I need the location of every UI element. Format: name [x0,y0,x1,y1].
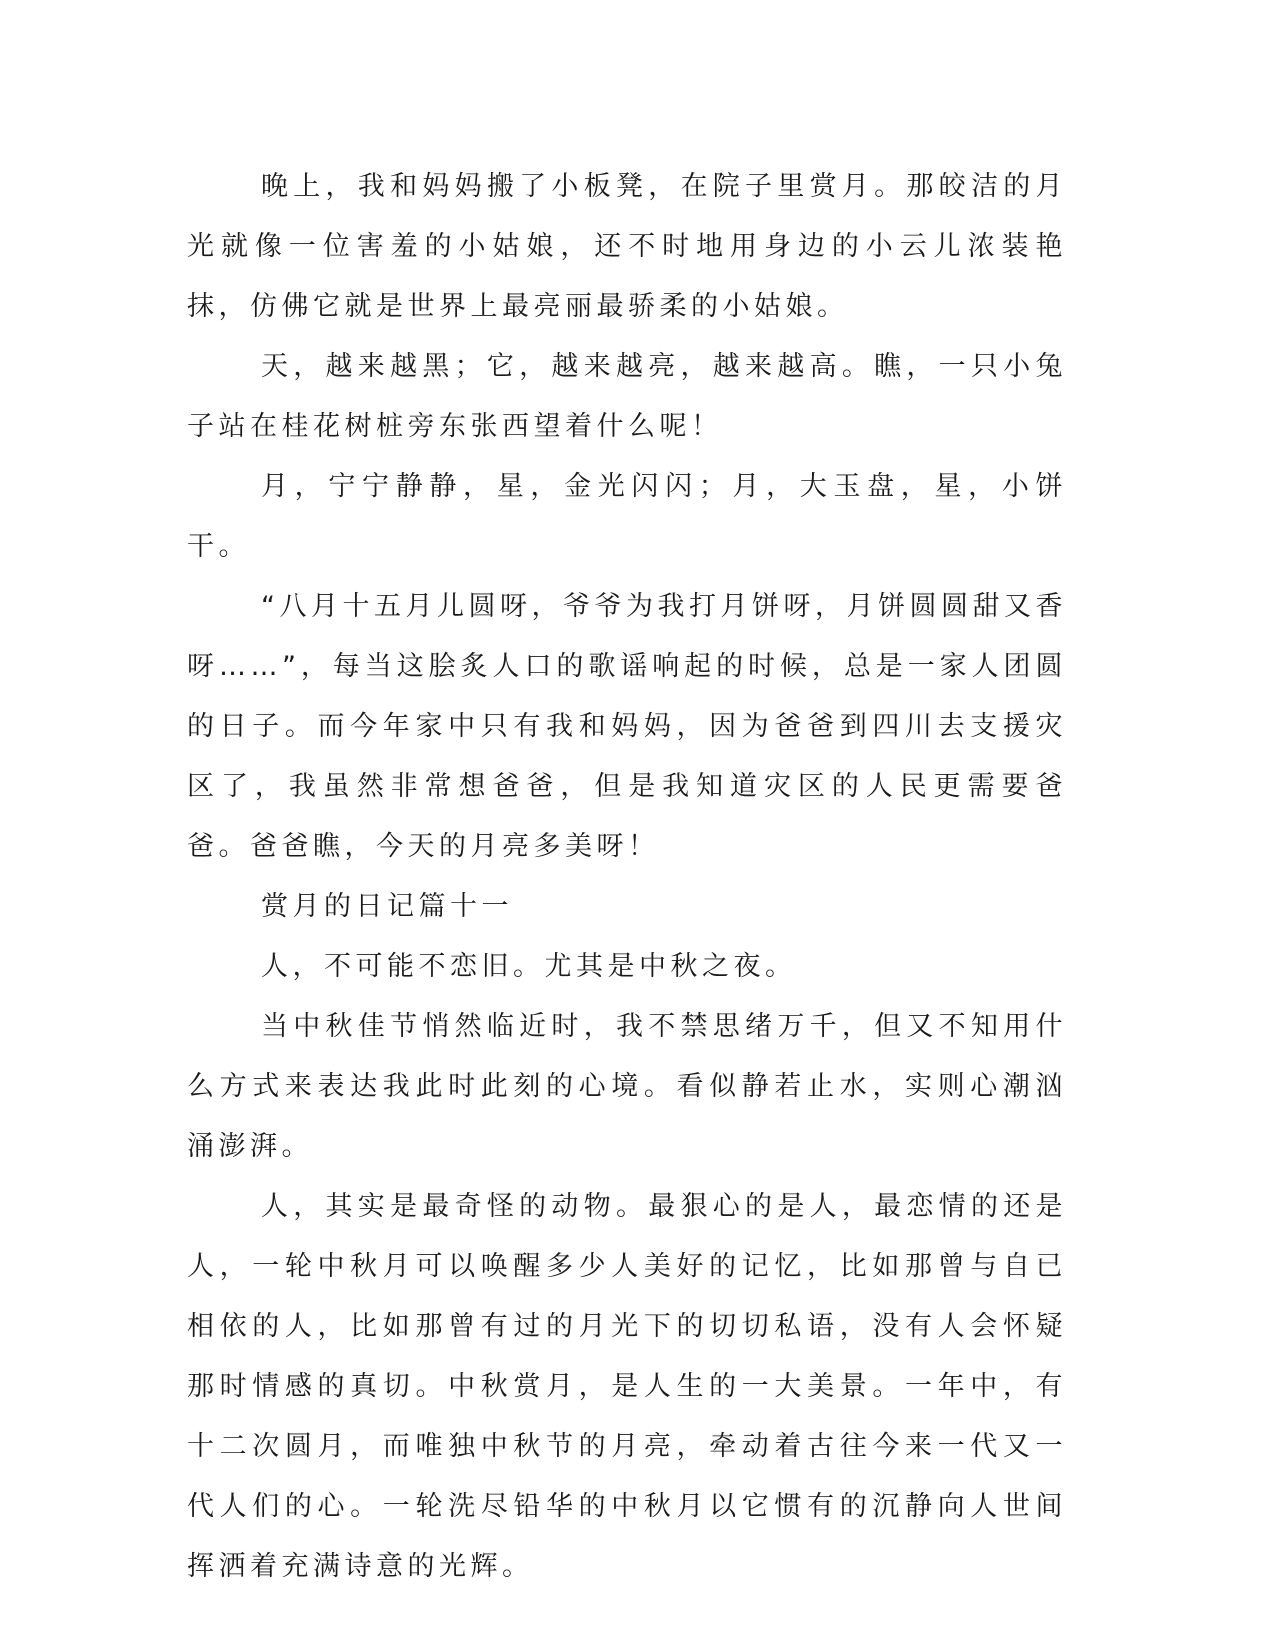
paragraph: 晚上，我和妈妈搬了小板凳，在院子里赏月。那皎洁的月光就像一位害羞的小姑娘，还不时地用身边的小云儿浓装艳抹，仿佛它就是世界上最亮丽最骄柔的小姑娘。 [187,171,1067,322]
document-body [187,157,1067,1597]
paragraph: 人，其实是最奇怪的动物。最狠心的是人，最恋情的还是人，一轮中秋月可以唤醒多少人美好的记忆，比如那曾与自已相依的人，比如那曾有过的月光下的切切私语，没有人会怀疑那时情感的真切。中秋赏月，是人生的一大美景。一年中，有十二次圆月，而唯独中秋节的月亮，牵动着古往今来一代又一代人们的心。一轮洗尽铅华的中秋月以它惯有的沉静向人世间挥洒着充满诗意的光辉。 [187,1191,1067,1582]
section-heading: 赏月的日记篇十一 [261,891,513,922]
paragraph: 月，宁宁静静，星，金光闪闪；月，大玉盘，星，小饼干。 [187,471,1067,562]
paragraph: 当中秋佳节悄然临近时，我不禁思绪万千，但又不知用什么方式来表达我此时此刻的心境。看似静若止水，实则心潮汹涌澎湃。 [187,1011,1067,1162]
paragraph: “八月十五月儿圆呀，爷爷为我打月饼呀，月饼圆圆甜又香呀……”，每当这脍炙人口的歌谣响起的时候，总是一家人团圆的日子。而今年家中只有我和妈妈，因为爸爸到四川去支援灾区了，我虽然非常想爸爸，但是我知道灾区的人民更需要爸爸。爸爸瞧，今天的月亮多美呀！ [187,591,1067,862]
paragraph: 人，不可能不恋旧。尤其是中秋之夜。 [261,951,797,982]
paragraph: 天，越来越黑；它，越来越亮，越来越高。瞧，一只小兔子站在桂花树桩旁东张西望着什么呢！ [187,351,1067,442]
